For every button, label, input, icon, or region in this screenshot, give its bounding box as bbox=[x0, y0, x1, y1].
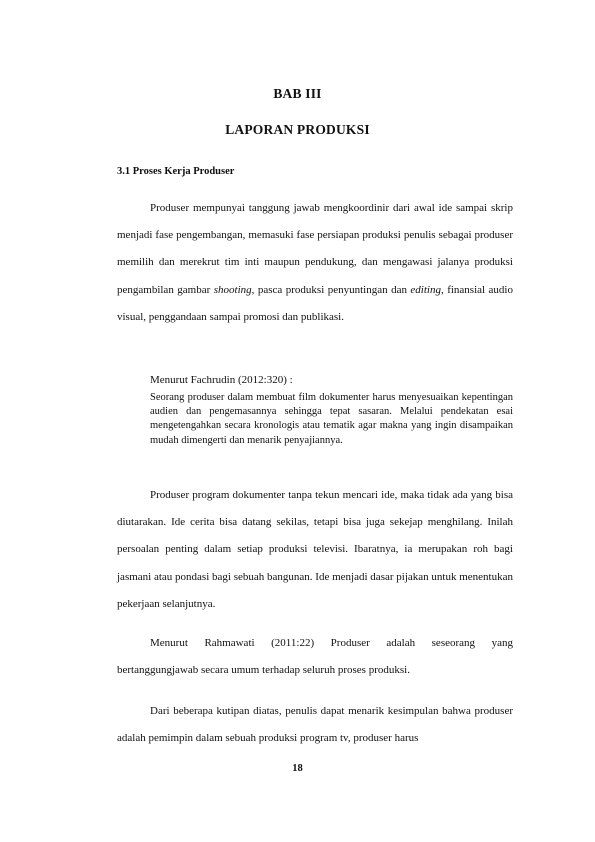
paragraph-1-italic-shooting: shooting bbox=[213, 283, 252, 296]
paragraph-1-text-a: Produser mempunyai tanggung jawab mengkoordinir dari awal ide sampai skrip menjadi fase pengembangan, memasuki fase persiapan produksi penulis sebagai produser memilih dan merekrut tim inti maupun pendukung, dan mengawasi jalanya produksi pengambilan gambar bbox=[117, 202, 513, 296]
paragraph-4-text: Dari beberapa kutipan diatas, penulis dapat menarik kesimpulan bahwa produser adalah pemimpin dalam sebuah produksi program tv, produser harus bbox=[117, 705, 513, 745]
paragraph-3-text: Menurut Rahmawati (2011:22) Produser adalah seseorang yang bertanggungjawab secara umum terhadap seluruh proses produksi. bbox=[117, 637, 513, 677]
paragraph-1 bbox=[117, 195, 513, 331]
chapter-title: LAPORAN PRODUKSI bbox=[225, 122, 370, 137]
paragraph-2 bbox=[117, 482, 513, 618]
paragraph-1-text-b: , pasca produksi penyuntingan dan bbox=[251, 283, 411, 296]
chapter-heading: BAB III bbox=[273, 86, 322, 101]
paragraph-1-text-c: , finansial audio visual, penggandaan sampai promosi dan publikasi. bbox=[117, 283, 513, 323]
block-quote: Seorang produser dalam membuat film dokumenter harus menyesuaikan kepentingan audien dan pengemasannya sehingga tepat sasaran. Melalui pendekatan esai mengetengahkan secara kronologis atau tematik agar makna yang ingin disampaikan mudah dimengerti dan menarik penyajiannya. bbox=[150, 392, 513, 446]
page-number: 18 bbox=[292, 763, 303, 774]
paragraph-2-text: Produser program dokumenter tanpa tekun mencari ide, maka tidak ada yang bisa diutarakan. Ide cerita bisa datang sekilas, tetapi bisa juga sekejap menghilang. Inilah persoalan penting dalam setiap produksi televisi. Ibaratnya, ia merupakan roh bagi jasmani atau pondasi bagi sebuah bangunan. Ide menjadi dasar pijakan untuk menentukan pekerjaan selanjutnya. bbox=[117, 489, 513, 610]
paragraph-1-italic-editing: editing bbox=[410, 283, 441, 296]
paragraph-4 bbox=[117, 698, 513, 752]
paragraph-3 bbox=[117, 630, 513, 684]
citation-fachrudin: Menurut Fachrudin (2012:320) : bbox=[150, 374, 293, 386]
section-heading: 3.1 Proses Kerja Produser bbox=[117, 166, 235, 177]
